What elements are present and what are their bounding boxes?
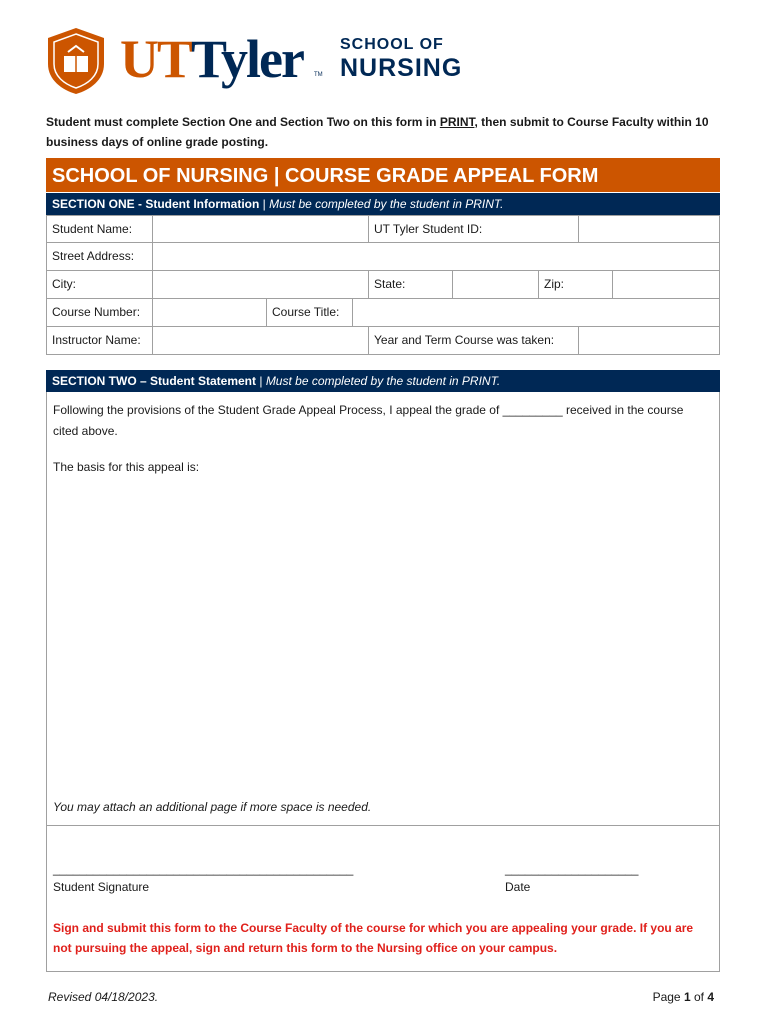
section-two-note: Must be completed by the student in PRINT.: [265, 374, 501, 388]
page-prefix: Page: [652, 990, 684, 1004]
row-instructor: [46, 327, 720, 355]
row-course: [46, 299, 720, 327]
wordmark-tyler: Tyler: [191, 29, 303, 89]
page-current: 1: [683, 990, 691, 1004]
instructor-name-field[interactable]: [153, 327, 369, 354]
label-street-address: Street Address:: [47, 243, 153, 270]
zip-field[interactable]: [613, 271, 719, 298]
instruction-print: PRINT: [439, 115, 475, 129]
row-street-address: [46, 243, 720, 271]
attach-page-note: You may attach an additional page if more space is needed.: [53, 800, 372, 814]
section-two-header: [46, 370, 720, 392]
label-zip: Zip:: [539, 271, 613, 298]
label-course-title: Course Title:: [267, 299, 353, 326]
year-term-field[interactable]: [579, 327, 719, 354]
ut-tyler-seal-icon: [44, 26, 108, 96]
form-title: SCHOOL OF NURSING | COURSE GRADE APPEAL FORM: [46, 158, 720, 192]
trademark: TM: [314, 72, 323, 78]
appeal-basis-label: The basis for this appeal is:: [53, 460, 200, 474]
section-one-header: [46, 193, 720, 215]
label-student-name: Student Name:: [47, 216, 153, 242]
label-state: State:: [369, 271, 453, 298]
section-one-note: Must be completed by the student in PRINT.: [269, 197, 504, 211]
label-city: City:: [47, 271, 153, 298]
signature-label: Student Signature: [53, 880, 150, 894]
date-label: Date: [505, 880, 531, 894]
school-of-text: SCHOOL OF: [340, 36, 444, 53]
street-address-field[interactable]: [153, 243, 719, 270]
state-field[interactable]: [453, 271, 539, 298]
student-id-field[interactable]: [579, 216, 719, 242]
page-total: 4: [707, 990, 714, 1004]
instruction-part1: Student must complete Section One and Section Two on this form in: [46, 115, 440, 129]
section-two-separator: |: [256, 374, 266, 388]
course-title-field[interactable]: [353, 299, 719, 326]
date-line[interactable]: ____________________: [505, 862, 639, 876]
instruction-part2: , then submit to Course Faculty within 10 business days of online grade posting.: [46, 115, 709, 149]
page-number: [653, 990, 714, 1004]
row-student-name: [46, 215, 720, 243]
ut-tyler-nursing-logo: [44, 26, 484, 96]
course-number-field[interactable]: [153, 299, 267, 326]
page-of: of: [690, 990, 708, 1004]
form-instruction: [46, 112, 726, 152]
label-student-id: UT Tyler Student ID:: [369, 216, 579, 242]
student-name-field[interactable]: [153, 216, 369, 242]
label-instructor-name: Instructor Name:: [47, 327, 153, 354]
nursing-text: NURSING: [340, 54, 463, 82]
label-year-term: Year and Term Course was taken:: [369, 327, 579, 354]
section-two-heading: SECTION TWO – Student Statement: [52, 374, 257, 388]
label-course-number: Course Number:: [47, 299, 153, 326]
wordmark-ut: UT: [120, 29, 192, 89]
ut-tyler-wordmark: [120, 29, 303, 89]
appeal-statement: Following the provisions of the Student Grade Appeal Process, I appeal the grade of _________ received in the course cited above.: [53, 403, 684, 438]
revision-date: Revised 04/18/2023.: [48, 990, 159, 1004]
section-one-separator: |: [259, 197, 270, 211]
signature-line[interactable]: _____________________________________________: [53, 862, 354, 876]
signature-divider: [47, 825, 719, 826]
city-field[interactable]: [153, 271, 369, 298]
row-city-state-zip: [46, 271, 720, 299]
submission-notice: Sign and submit this form to the Course Faculty of the course for which you are appealing your grade. If you are not pursuing the appeal, sign and return this form to the Nursing office on your campus.: [53, 921, 694, 955]
student-statement-box: [46, 392, 720, 972]
school-of-nursing-wordmark: [340, 36, 462, 82]
section-one-heading: SECTION ONE - Student Information: [52, 197, 260, 211]
student-information-table: [46, 215, 720, 355]
